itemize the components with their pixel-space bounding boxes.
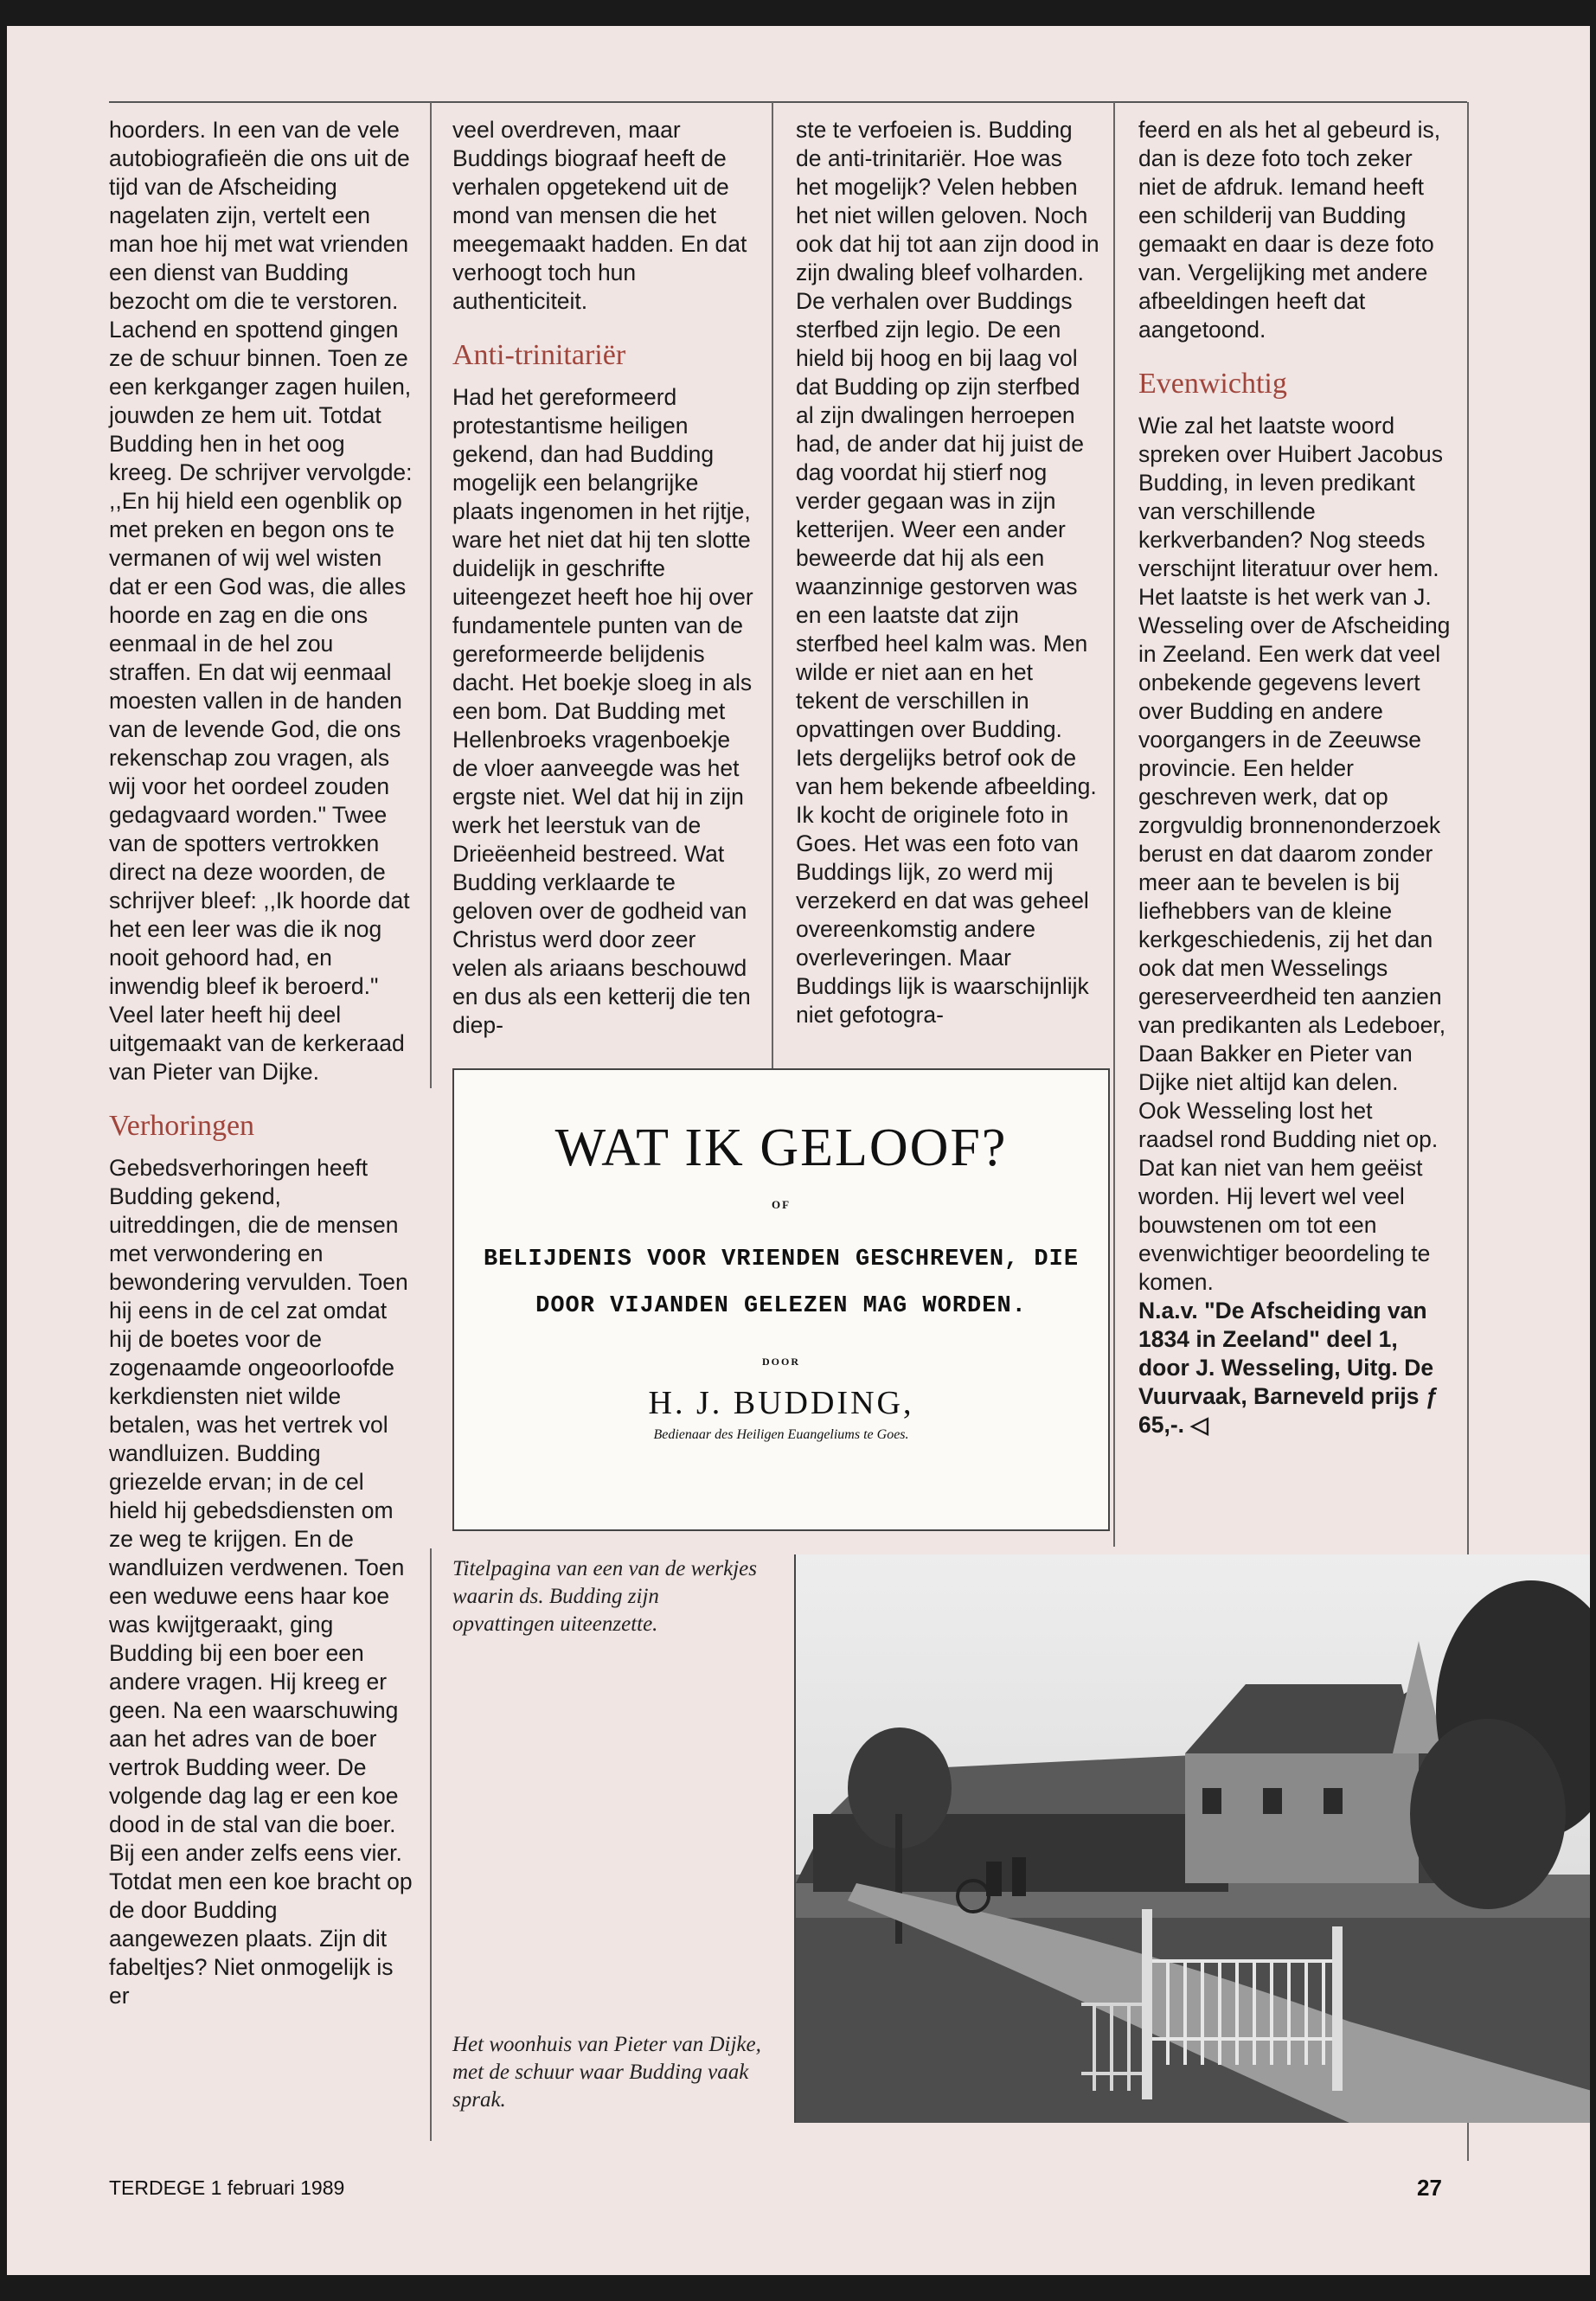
section-heading: Evenwichtig [1138, 368, 1287, 400]
body-paragraph: De verhalen over Buddings sterfbed zijn legio. De een hield bij hoog en bij laag vol dat Budding op zijn sterfbed al zijn dwalingen herroepen had, de ander dat hij juist de dag voordat hij stierf nog verder gegaan was in zijn ketterijen. Weer een ander beweerde dat hij als een waanzinnige gestorven was en een laatste dat zijn sterfbed heel kalm was. Men wilde er niet aan en het tekent de verschillen in opvattingen over Budding. Iets dergelijks betrof ook de van hem bekende afbeelding. Ik kocht de originele foto in Goes. Het was een foto van Buddings lijk, zo werd mij verzekerd en dat was geheel overeenkomstig andere overleveringen. Maar Buddings lijk is waarschijnlijk niet gefotogra- [796, 288, 1097, 1028]
column-rule [772, 102, 773, 1068]
title-page-author: H. J. BUDDING, [648, 1385, 914, 1421]
column-rule [1113, 102, 1115, 1547]
title-page-facsimile [452, 1068, 1110, 1531]
title-page-title: WAT IK GELOOF? [554, 1118, 1008, 1177]
body-paragraph: Gebedsverhoringen heeft Budding gekend, uitreddingen, die de mensen met verwondering en bewondering vervulden. Toen hij eens in de cel zat omdat hij de boetes voor de zogenaamde ongeoorloofde kerkdiensten niet wilde betalen, was het vertrek vol wandluizen. Budding griezelde ervan; in de cel hield hij gebedsdiensten om ze weg te krijgen. En de wandluizen verdwenen. Toen een weduwe eens haar koe was kwijtgeraakt, ging Budding bij een boer een andere vragen. Hij kreeg er geen. Na een waarschuwing aan het adres van de boer vertrok Budding weer. De volgende dag lag er een koe dood in de stal van die boer. Bij een ander zelfs eens vier. Totdat men een koe bracht op de door Budding aangewezen plaats. Zijn dit fabeltjes? Niet onmogelijk is er [109, 1155, 413, 2009]
book-note: N.a.v. "De Afscheiding van 1834 in Zeeland" deel 1, door J. Wesseling, Uitg. De Vuurvaak, Barneveld prijs ƒ 65,-. ◁ [1138, 1298, 1439, 1438]
magazine-page [7, 26, 1590, 2275]
title-page-of: OF [771, 1198, 792, 1211]
column-1 [109, 116, 413, 2010]
body-paragraph: veel overdreven, maar Buddings biograaf heeft de verhalen opgetekend uit de mond van mensen die het meegemaakt hadden. En dat verhoogt toch hun authenticiteit. [452, 117, 747, 314]
title-page-role: Bedienaar des Heiligen Euangeliums te Goes. [653, 1427, 909, 1442]
subtitle-line: BELIJDENIS VOOR VRIENDEN GESCHREVEN, DIE [483, 1247, 1080, 1272]
section-heading: Anti-trinitariër [452, 339, 626, 371]
page-number: 27 [1417, 2175, 1442, 2201]
photo-caption: Het woonhuis van Pieter van Dijke, met de schuur waar Budding vaak sprak. [452, 2033, 761, 2112]
column-rule [430, 102, 432, 1088]
top-rule [109, 101, 1467, 103]
section-heading: Verhoringen [109, 1110, 255, 1142]
body-paragraph: ste te verfoeien is. Budding de anti-trinitariër. Hoe was het mogelijk? Velen hebben het niet willen geloven. Noch ook dat hij tot aan zijn dood in zijn dwaling bleef volharden. [796, 117, 1099, 285]
title-page-subtitle [454, 1236, 1108, 1330]
farmhouse-photo [794, 1554, 1590, 2123]
body-paragraph: Wie zal het laatste woord spreken over Huibert Jacobus Budding, in leven predikant van verschillende kerkverbanden? Nog steeds verschijnt literatuur over hem. Het laatste is het werk van J. Wesseling over de Afscheiding in Zeeland. Een werk dat veel onbekende gegevens levert over Budding en andere voorgangers in de Zeeuwse provincie. Een helder geschreven werk, dat op zorgvuldig bronnenonderzoek berust en dat daarom zonder meer aan te bevelen is bij liefhebbers van de kleine kerkgeschiedenis, zij het dan ook dat men Wesselings gereserveerdheid ten aanzien van predikanten als Ledeboer, Daan Bakker en Pieter van Dijke niet altijd kan delen. [1138, 413, 1451, 1095]
title-page-caption: Titelpagina van een van de werkjes waarin ds. Budding zijn opvattingen uiteenzette. [452, 1557, 758, 1636]
column-4 [1138, 116, 1452, 1439]
subtitle-line: DOOR VIJANDEN GELEZEN MAG WORDEN. [535, 1293, 1027, 1319]
column-2 [452, 116, 757, 1040]
footer-publication: TERDEGE 1 februari 1989 [109, 2176, 345, 2199]
column-3 [796, 116, 1100, 1029]
column-rule [430, 1548, 432, 2141]
body-paragraph: Ook Wesseling lost het raadsel rond Budding niet op. Dat kan niet van hem geëist worden. Hij levert wel veel bouwstenen om tot een evenwichtiger beoordeling te komen. [1138, 1098, 1439, 1295]
body-paragraph: Had het gereformeerd protestantisme heiligen gekend, dan had Budding mogelijk een belangrijke plaats ingenomen in het rijtje, ware het niet dat hij ten slotte duidelijk in geschrifte uiteengezet heeft hoe hij over fundamentele punten van de gereformeerde belijdenis dacht. Het boekje sloeg in als een bom. Dat Budding met Hellenbroeks vragenboekje de vloer aanveegde was het ergste niet. Wel dat hij in zijn werk het leerstuk van de Drieëenheid bestreed. Wat Budding verklaarde te geloven over de godheid van Christus werd door zeer velen als ariaans beschouwd en dus als een ketterij die ten diep- [452, 384, 753, 1038]
body-paragraph: feerd en als het al gebeurd is, dan is deze foto toch zeker niet de afdruk. Iemand heeft een schilderij van Budding gemaakt en daar is deze foto van. Vergelijking met andere afbeeldingen heeft dat aangetoond. [1138, 117, 1441, 343]
farmhouse-photo-image [796, 1554, 1590, 2123]
title-page-door: DOOR [762, 1356, 800, 1368]
body-paragraph: hoorders. In een van de vele autobiografieën die ons uit de tijd van de Afscheiding nagelaten zijn, vertelt een man hoe hij met wat vrienden een dienst van Budding bezocht om die te verstoren. Lachend en spottend gingen ze de schuur binnen. Toen ze een kerkganger zagen huilen, jouwden ze hem uit. Totdat Budding hen in het oog kreeg. De schrijver vervolgde: ,,En hij hield een ogenblik op met preken en begon ons te vermanen of wij wel wisten dat er een God was, die alles hoorde en zag en die ons eenmaal in de hel zou straffen. En dat wij eenmaal moesten vallen in de handen van de levende God, die ons rekenschap zou vragen, als wij voor het oordeel zouden gedagvaard worden." Twee van de spotters vertrokken direct na deze woorden, de schrijver bleef: ,,Ik hoorde dat het een leer was die ik nog nooit gehoord had, en inwendig bleef ik beroerd." Veel later heeft hij deel uitgemaakt van de kerkeraad van Pieter van Dijke. [109, 117, 413, 1085]
